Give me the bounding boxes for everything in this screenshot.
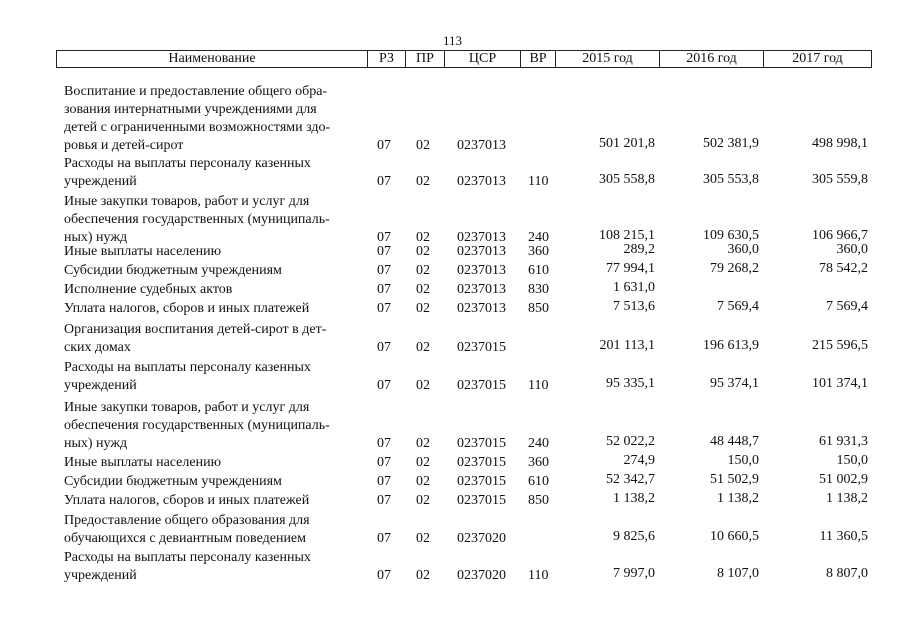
- row-pr: 02: [416, 244, 430, 259]
- row-2017: 106 966,7: [812, 228, 868, 243]
- row-2015: 77 994,1: [606, 261, 655, 276]
- row-name-line: обеспечения государственных (муниципаль-: [64, 212, 330, 227]
- row-2015: 501 201,8: [599, 136, 655, 151]
- row-csr: 0237013: [457, 244, 506, 259]
- row-2016: 48 448,7: [710, 434, 759, 449]
- row-pr: 02: [416, 174, 430, 189]
- row-vr: 240: [528, 436, 549, 451]
- table-row: [0, 454, 905, 472]
- row-2016: 79 268,2: [710, 261, 759, 276]
- row-2015: 305 558,8: [599, 172, 655, 187]
- row-csr: 0237020: [457, 531, 506, 546]
- row-2016: 8 107,0: [717, 566, 759, 581]
- row-pr: 02: [416, 474, 430, 489]
- row-rz: 07: [377, 378, 391, 393]
- row-pr: 02: [416, 568, 430, 583]
- table-row: [0, 83, 905, 155]
- row-pr: 02: [416, 263, 430, 278]
- row-rz: 07: [377, 493, 391, 508]
- row-2017: 498 998,1: [812, 136, 868, 151]
- row-2017: 78 542,2: [819, 261, 868, 276]
- row-vr: 110: [528, 174, 549, 189]
- row-vr: 240: [528, 230, 549, 245]
- row-2016: 360,0: [727, 242, 759, 257]
- row-2015: 201 113,1: [599, 338, 655, 353]
- row-vr: 850: [528, 301, 549, 316]
- row-rz: 07: [377, 230, 391, 245]
- row-2017: 360,0: [836, 242, 868, 257]
- row-name-line: ных) нужд: [64, 436, 128, 451]
- row-rz: 07: [377, 244, 391, 259]
- row-2015: 289,2: [623, 242, 655, 257]
- page-number: 113: [442, 33, 463, 48]
- row-name: [64, 454, 356, 472]
- table-row: [0, 281, 905, 299]
- row-name-line: Исполнение судебных актов: [64, 282, 233, 297]
- row-name: [64, 300, 356, 318]
- row-rz: 07: [377, 174, 391, 189]
- row-vr: 110: [528, 378, 549, 393]
- row-name-line: ных) нужд: [64, 230, 128, 245]
- row-name: [64, 262, 356, 280]
- row-name: [64, 83, 356, 155]
- row-pr: 02: [416, 436, 430, 451]
- row-csr: 0237013: [457, 230, 506, 245]
- row-name-line: обучающихся с девиантным поведением: [64, 531, 307, 546]
- row-name: [64, 492, 356, 510]
- table-row: [0, 155, 905, 191]
- row-pr: 02: [416, 282, 430, 297]
- row-2016: 10 660,5: [710, 529, 759, 544]
- table-row: [0, 359, 905, 395]
- row-name-line: Субсидии бюджетным учреждениям: [64, 263, 282, 278]
- row-2015: 9 825,6: [613, 529, 655, 544]
- row-csr: 0237015: [457, 455, 506, 470]
- row-rz: 07: [377, 301, 391, 316]
- row-2016: 109 630,5: [703, 228, 759, 243]
- row-2017: 8 807,0: [826, 566, 868, 581]
- row-name-line: ровья и детей-сирот: [64, 138, 184, 153]
- row-2016: 502 381,9: [703, 136, 759, 151]
- row-name: [64, 512, 356, 548]
- row-2016: 7 569,4: [717, 299, 759, 314]
- row-name-line: Иные закупки товаров, работ и услуг для: [64, 194, 310, 209]
- row-rz: 07: [377, 436, 391, 451]
- row-csr: 0237015: [457, 493, 506, 508]
- row-2016: 196 613,9: [703, 338, 759, 353]
- row-name-line: учреждений: [64, 174, 137, 189]
- header-2017: 2017 год: [764, 51, 872, 68]
- row-vr: 360: [528, 455, 549, 470]
- header-2016: 2016 год: [660, 51, 764, 68]
- row-name-line: учреждений: [64, 378, 137, 393]
- row-2017: 215 596,5: [812, 338, 868, 353]
- row-2016: 305 553,8: [703, 172, 759, 187]
- row-name-line: Организация воспитания детей-сирот в дет-: [64, 322, 327, 337]
- row-vr: 610: [528, 474, 549, 489]
- row-2015: 7 513,6: [613, 299, 655, 314]
- row-name-line: обеспечения государственных (муниципаль-: [64, 418, 330, 433]
- row-csr: 0237015: [457, 474, 506, 489]
- row-2015: 52 022,2: [606, 434, 655, 449]
- row-rz: 07: [377, 263, 391, 278]
- table-row: [0, 262, 905, 280]
- row-name-line: зования интернатными учреждениями для: [64, 102, 317, 117]
- row-2017: 11 360,5: [819, 529, 868, 544]
- row-rz: 07: [377, 568, 391, 583]
- row-csr: 0237013: [457, 282, 506, 297]
- row-name-line: Иные закупки товаров, работ и услуг для: [64, 400, 310, 415]
- row-pr: 02: [416, 301, 430, 316]
- row-2017: 51 002,9: [819, 472, 868, 487]
- table-row: [0, 473, 905, 491]
- header-rz: РЗ: [368, 51, 406, 68]
- row-rz: 07: [377, 531, 391, 546]
- row-2015: 108 215,1: [599, 228, 655, 243]
- row-name-line: Уплата налогов, сборов и иных платежей: [64, 493, 310, 508]
- table-row: [0, 300, 905, 318]
- row-vr: 850: [528, 493, 549, 508]
- header-2015: 2015 год: [556, 51, 660, 68]
- row-name-line: Иные выплаты населению: [64, 455, 222, 470]
- row-vr: 830: [528, 282, 549, 297]
- table-row: [0, 321, 905, 357]
- row-csr: 0237013: [457, 174, 506, 189]
- row-csr: 0237020: [457, 568, 506, 583]
- row-pr: 02: [416, 138, 430, 153]
- row-name-line: детей с ограниченными возможностями здо-: [64, 120, 331, 135]
- table-row: [0, 512, 905, 548]
- row-vr: 610: [528, 263, 549, 278]
- row-2016: 95 374,1: [710, 376, 759, 391]
- row-2016: 150,0: [727, 453, 759, 468]
- row-name: [64, 281, 356, 299]
- row-name-line: Иные выплаты населению: [64, 244, 222, 259]
- row-pr: 02: [416, 230, 430, 245]
- table-row: [0, 243, 905, 261]
- row-2015: 95 335,1: [606, 376, 655, 391]
- table-row: [0, 193, 905, 247]
- row-csr: 0237015: [457, 378, 506, 393]
- row-2015: 1 631,0: [613, 280, 655, 295]
- row-name-line: учреждений: [64, 568, 137, 583]
- row-csr: 0237015: [457, 436, 506, 451]
- row-csr: 0237013: [457, 263, 506, 278]
- row-pr: 02: [416, 531, 430, 546]
- row-name: [64, 155, 356, 191]
- row-name-line: Расходы на выплаты персоналу казенных: [64, 156, 311, 171]
- table-row: [0, 399, 905, 453]
- table-row: [0, 492, 905, 510]
- row-2017: 61 931,3: [819, 434, 868, 449]
- header-csr: ЦСР: [445, 51, 521, 68]
- row-rz: 07: [377, 282, 391, 297]
- row-2017: 305 559,8: [812, 172, 868, 187]
- row-rz: 07: [377, 474, 391, 489]
- table-header: [56, 50, 872, 68]
- row-pr: 02: [416, 493, 430, 508]
- row-name-line: Уплата налогов, сборов и иных платежей: [64, 301, 310, 316]
- row-csr: 0237015: [457, 340, 506, 355]
- row-2015: 1 138,2: [613, 491, 655, 506]
- header-name: Наименование: [57, 51, 368, 68]
- row-rz: 07: [377, 138, 391, 153]
- row-rz: 07: [377, 340, 391, 355]
- row-pr: 02: [416, 378, 430, 393]
- row-name: [64, 243, 356, 261]
- row-2015: 274,9: [623, 453, 655, 468]
- row-2017: 7 569,4: [826, 299, 868, 314]
- row-name: [64, 473, 356, 491]
- row-2017: 101 374,1: [812, 376, 868, 391]
- row-2016: 1 138,2: [717, 491, 759, 506]
- row-vr: 110: [528, 568, 549, 583]
- row-name-line: Воспитание и предоставление общего обра-: [64, 84, 328, 99]
- row-name: [64, 359, 356, 395]
- row-2017: 150,0: [836, 453, 868, 468]
- row-name-line: Расходы на выплаты персоналу казенных: [64, 360, 311, 375]
- row-name-line: Субсидии бюджетным учреждениям: [64, 474, 282, 489]
- row-name-line: Предоставление общего образования для: [64, 513, 310, 528]
- row-name: [64, 549, 356, 585]
- row-pr: 02: [416, 340, 430, 355]
- row-2015: 52 342,7: [606, 472, 655, 487]
- row-2016: 51 502,9: [710, 472, 759, 487]
- header-vr: ВР: [521, 51, 556, 68]
- row-name: [64, 399, 356, 453]
- row-csr: 0237013: [457, 138, 506, 153]
- row-pr: 02: [416, 455, 430, 470]
- header-pr: ПР: [406, 51, 445, 68]
- row-name: [64, 321, 356, 357]
- row-name-line: Расходы на выплаты персоналу казенных: [64, 550, 311, 565]
- row-2015: 7 997,0: [613, 566, 655, 581]
- table-row: [0, 549, 905, 585]
- row-2017: 1 138,2: [826, 491, 868, 506]
- row-name: [64, 193, 356, 247]
- row-name-line: ских домах: [64, 340, 131, 355]
- row-csr: 0237013: [457, 301, 506, 316]
- row-vr: 360: [528, 244, 549, 259]
- row-rz: 07: [377, 455, 391, 470]
